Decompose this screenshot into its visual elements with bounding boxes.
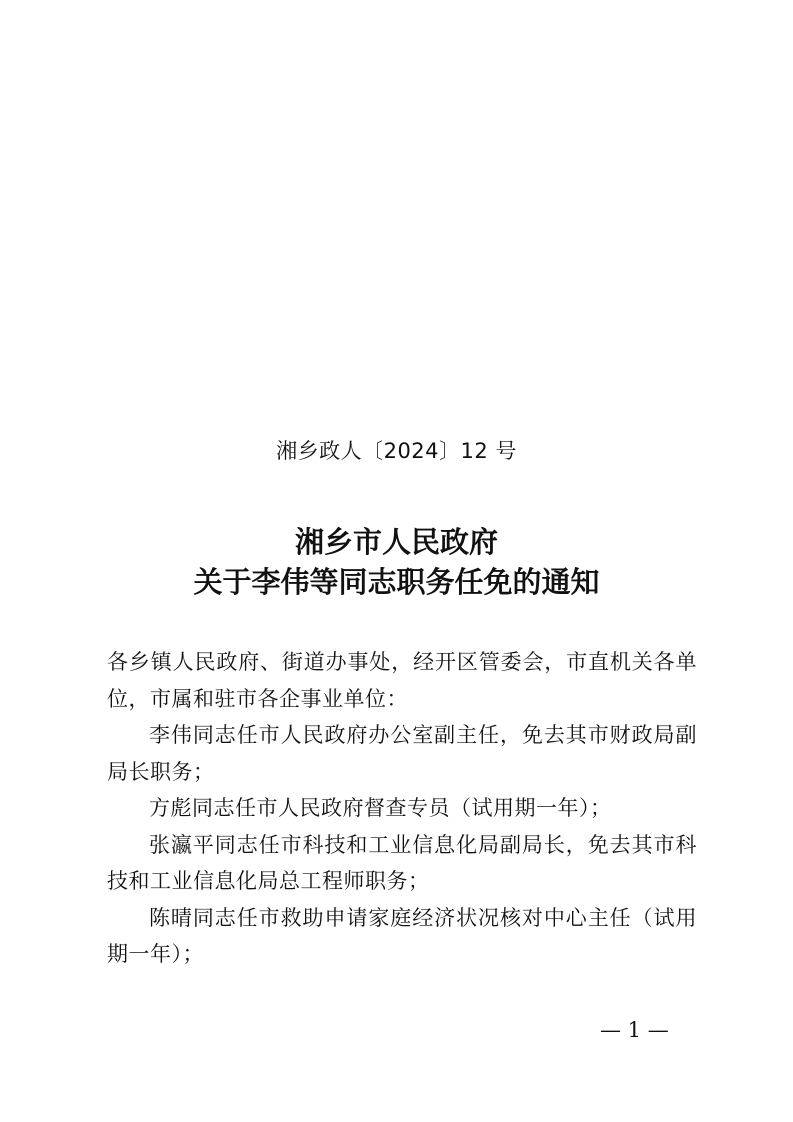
- paragraph: 方彪同志任市人民政府督查专员（试用期一年）；: [149, 796, 612, 820]
- salutation: 各乡镇人民政府、街道办事处，经开区管委会，市直机关各单位，市属和驻市各企事业单位：: [107, 650, 697, 711]
- document-number: 湘乡政人〔2024〕12 号: [276, 439, 517, 463]
- document-title-line-2: 关于李伟等同志职务任免的通知: [193, 565, 600, 599]
- paragraph: 李伟同志任市人民政府办公室副主任，免去其市财政局副局长职务；: [107, 723, 697, 784]
- paragraph: 陈晴同志任市救助申请家庭经济状况核对中心主任（试用期一年）；: [107, 905, 697, 966]
- page-number: — 1 —: [600, 1018, 669, 1042]
- document-title-line-1: 湘乡市人民政府: [294, 525, 498, 559]
- document-body: [107, 644, 697, 973]
- paragraph: 张瀛平同志任市科技和工业信息化局副局长，免去其市科技和工业信息化局总工程师职务；: [107, 832, 697, 893]
